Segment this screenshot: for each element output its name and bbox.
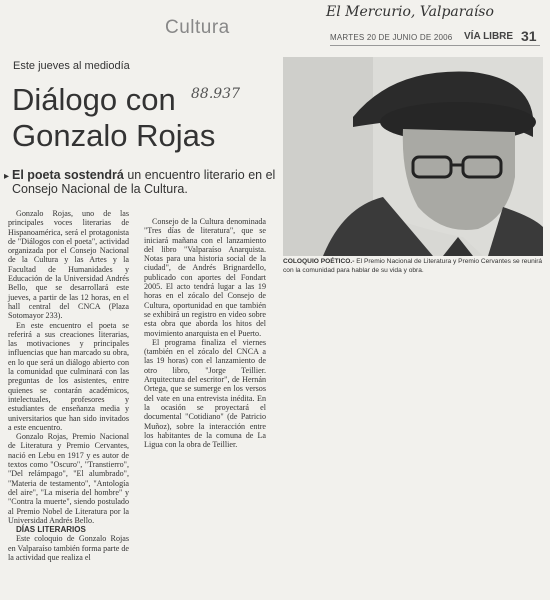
paragraph: En este encuentro el poeta se referirá a sus creaciones literarias, las motivaciones y principales influencias que han marcado su obra, en lo que será un diálogo abierto con la comunidad que culminará con las preguntas de los asistentes, entre quienes se contarán académicos, intelectuales, profesores y estudiantes de enseñanza media y universitarios que han sido invitados a este encuentro. <box>8 320 129 432</box>
paragraph: Este coloquio de Gonzalo Rojas en Valparaíso también forma parte de la actividad que realiza el <box>8 534 129 562</box>
dateline: MARTES 20 DE JUNIO DE 2006 <box>330 33 453 42</box>
portrait-image <box>283 57 543 256</box>
deck <box>4 168 277 196</box>
paragraph: Consejo de la Cultura denominada "Tres días de literatura", que se iniciará mañana con el lanzamiento del libro "Valparaíso Anarquista. Notas para una historia social de la ciudad", de Andrés Brignardello, publicado con aportes del Fondart 2005. El acto tendrá lugar a las 19 horas en el zócalo del Consejo de Cultura, oportunidad en que también se exhibirá un registro en video sobre esta obra que aborda los hitos del movimiento anarquista en el Puerto. <box>144 217 266 338</box>
section-tag: VÍA LIBRE <box>464 31 514 42</box>
body-column-2 <box>144 217 266 449</box>
page-number: 31 <box>521 28 537 44</box>
deck-text: un encuentro literario en el Consejo Nacional de la Cultura. <box>12 168 276 196</box>
section-title: Cultura <box>165 17 230 38</box>
paragraph: El programa finaliza el viernes (también en el zócalo del CNCA a las 19 horas) con el lanzamiento de otro libro, "Jorge Teillier. Arquitectura del escritor", de Hernán Ortega, que se sumerge en los versos del vate en una entrevista inédita. En la ocasión se proyectará el documental "Cotidiano" (de Patricio Muñoz), sobre la interacción entre los habitantes de la comuna de La Ligua con la obra de Teillier. <box>144 337 266 450</box>
caption-bold: COLOQUIO POÉTICO.- <box>283 258 355 265</box>
caption-text: El Premio Nacional de Literatura y Premio Cervantes se reunirá con la comunidad para hablar de su vida y obra. <box>283 258 543 274</box>
subheading: DÍAS LITERARIOS <box>16 525 86 535</box>
handwritten-number: 88.937 <box>191 86 240 102</box>
paragraph: Gonzalo Rojas, uno de las principales voces literarias de Hispanoamérica, será el protagonista de "Diálogos con el poeta", actividad organizada por el Consejo Nacional de la Cultura y las Artes y la Facultad de Humanidades y Educación de la Universidad Andrés Bello, que se desarrollará este jueves, a partir de las 12 horas, en el hall central del CNCA (Plaza Sotomayor 233). <box>8 209 129 321</box>
poet-photo <box>283 57 543 256</box>
deck-bold: El poeta sostendrá <box>12 168 124 182</box>
photo-caption <box>283 258 543 275</box>
headline: Diálogo con Gonzalo Rojas <box>12 82 216 153</box>
handwritten-source-note: El Mercurio, Valparaíso <box>326 4 494 20</box>
paragraph: Gonzalo Rojas, Premio Nacional de Literatura y Premio Cervantes, nació en Lebu en 1917 y es autor de textos como "Oscuro", "Transtierro", "Del relámpago", "El alumbrado", "Materia de testamento", "Antología del aire", "La miseria del hombre" y "Contra la muerte", siendo postulado al Premio Nobel de Literatura por la Universidad Andrés Bello. <box>8 432 129 525</box>
header-rule <box>330 45 540 46</box>
kicker: Este jueves al mediodía <box>13 60 130 72</box>
bullet-arrow-icon: ▸ <box>4 171 10 182</box>
body-column-1 <box>8 209 129 562</box>
